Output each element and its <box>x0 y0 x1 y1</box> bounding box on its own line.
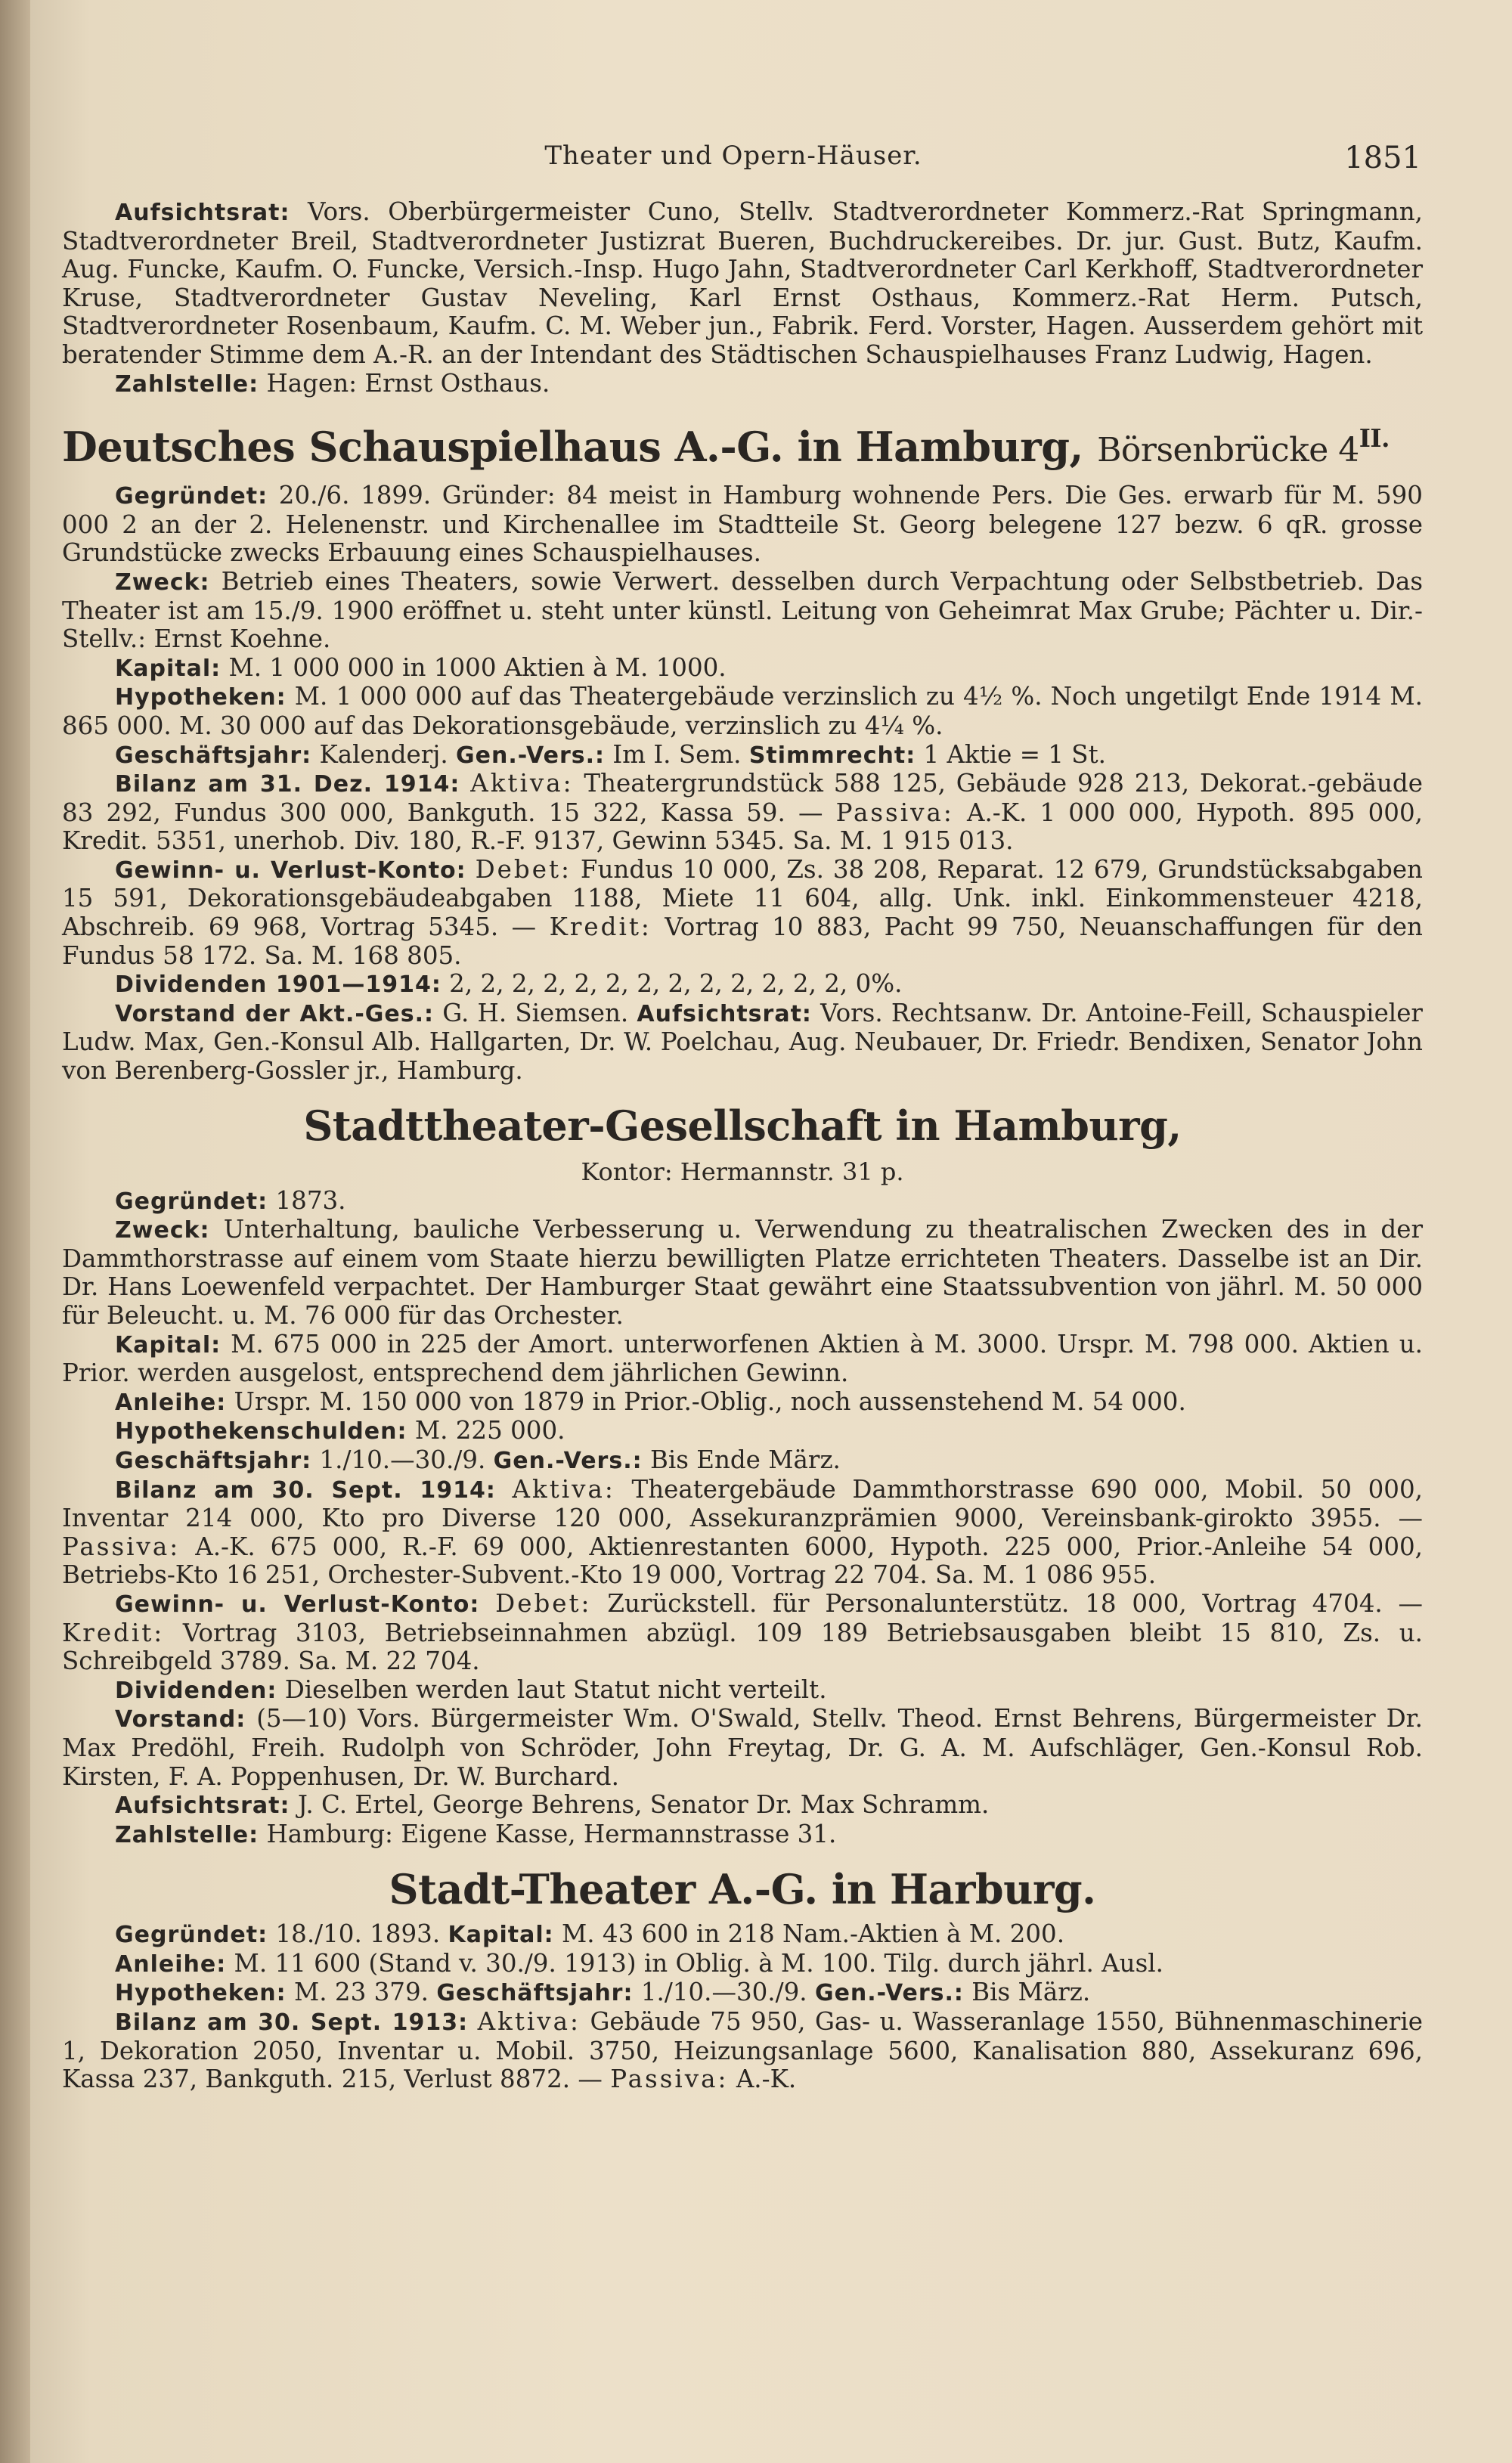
s1-zahlstelle <box>62 370 1423 399</box>
label: Kapital: <box>115 655 222 682</box>
label: Bilanz am 30. Sept. 1914: <box>115 1476 496 1504</box>
s4-heading: Stadt-Theater A.-G. in Harburg. <box>389 1865 1096 1914</box>
label: Hypotheken: <box>115 684 287 711</box>
s3-gegruendet <box>62 1187 1423 1216</box>
text: Zurückstell. für Personalunterstütz. 18 000, Vortrag 4704. — <box>607 1588 1424 1618</box>
debet-label: Debet: <box>495 1588 592 1618</box>
text: 1873. <box>275 1185 346 1215</box>
label: Geschäftsjahr: <box>436 1980 634 2007</box>
label: Gegründet: <box>115 1188 268 1215</box>
s3-heading: Stadttheater-Gesellschaft in Hamburg, <box>303 1101 1182 1150</box>
text: J. C. Ertel, George Behrens, Senator Dr. Max Schramm. <box>297 1790 990 1820</box>
label: Zahlstelle: <box>115 370 259 398</box>
s2-heading <box>62 412 1423 477</box>
label: Zweck: <box>115 1217 210 1244</box>
text: M. 675 000 in 225 der Amort. unterworfenen Aktien à M. 3000. Urspr. M. 798 000. Aktien u. Prior. werden ausgelost, entsprechend dem jährlichen Gewinn. <box>62 1329 1423 1388</box>
passiva-label: Passiva: <box>835 798 954 827</box>
label: Zweck: <box>115 569 210 596</box>
running-header <box>45 141 1421 178</box>
page-content <box>62 198 1423 2094</box>
label: Aufsichtsrat: <box>637 1000 812 1027</box>
text: M. 43 600 in 218 Nam.-Aktien à M. 200. <box>561 1919 1065 1949</box>
text: Hamburg: Eigene Kasse, Hermannstrasse 31. <box>266 1819 837 1848</box>
text: M. 225 000. <box>414 1416 565 1445</box>
text: Bis März. <box>971 1978 1091 2007</box>
label: Aufsichtsrat: <box>115 1792 290 1820</box>
label: Bilanz am 30. Sept. 1913: <box>115 2009 469 2037</box>
kredit-label: Kredit: <box>549 912 652 942</box>
text: Gebäude 75 950, Gas- u. Wasseranlage 1550, Bühnenmaschinerie 1, Dekoration 2050, Inventar u. Mobil. 3750, Heizungsanlage 5600, Kanalisation 880, Assekuranz 696, Kassa 237, Bankguth. 215, Verlust 8872. — <box>62 2007 1423 2094</box>
s3-bilanz <box>62 1476 1423 1590</box>
label: Gegründet: <box>115 483 268 510</box>
s4-gegruendet <box>62 1920 1423 1950</box>
text: A.-K. <box>736 2065 797 2094</box>
header-title: Theater und Opern-Häuser. <box>544 141 922 171</box>
text: Vortrag 10 883, Pacht 99 750, Neuanschaffungen für den Fundus 58 172. Sa. M. 168 805. <box>62 912 1423 970</box>
s3-kapital <box>62 1331 1423 1388</box>
s1-aufsichtsrat <box>62 198 1423 370</box>
text: 1./10.—30./9. <box>640 1978 807 2007</box>
text: M. 23 379. <box>293 1978 429 2007</box>
s3-aufsichtsrat <box>62 1791 1423 1820</box>
text: Vortrag 3103, Betriebseinnahmen abzügl. 109 189 Betriebsausgaben bleibt 15 810, Zs. u. Schreibgeld 3789. Sa. M. 22 704. <box>62 1618 1423 1676</box>
book-binding-edge <box>0 0 30 2463</box>
label: Gen.-Vers.: <box>456 742 605 769</box>
label: Geschäftsjahr: <box>115 742 312 769</box>
heading-sup: II. <box>1359 424 1390 454</box>
s2-hypotheken <box>62 683 1423 740</box>
text: Betrieb eines Theaters, sowie Verwert. desselben durch Verpachtung oder Selbstbetrieb. Das Theater ist am 15./9. 1900 eröffnet u. steht unter künstl. Leitung von Geheimrat Max Grube; Pächter u. Dir.-Stellv.: Ernst Koehne. <box>62 566 1423 654</box>
label: Gewinn- u. Verlust-Konto: <box>115 1591 480 1618</box>
text: Fundus 10 000, Zs. 38 208, Reparat. 12 679, Grundstücksabgaben 15 591, Dekorationsgebäudeabgaben 1188, Miete 11 604, allg. Unk. inkl. Einkommensteuer 4218, Abschreib. 69 968, Vortrag 5345. — <box>62 854 1423 942</box>
page-number: 1851 <box>1344 141 1421 175</box>
heading-title: Deutsches Schauspielhaus A.-G. in Hamburg, <box>62 423 1083 472</box>
text: Vors. Rechtsanw. Dr. Antoine-Feill, Schauspieler Ludw. Max, Gen.-Konsul Alb. Hallgarten, Dr. W. Poelchau, Aug. Neubauer, Dr. Friedr. Bendixen, Senator John von Berenberg-Gossler jr., Hamburg. <box>62 998 1423 1086</box>
kredit-label: Kredit: <box>62 1618 165 1647</box>
s3-zahlstelle <box>62 1820 1423 1850</box>
text: M. 1 000 000 in 1000 Aktien à M. 1000. <box>228 652 727 682</box>
s3-gewinn <box>62 1590 1423 1676</box>
s2-gewinn <box>62 856 1423 970</box>
text: G. H. Siemsen. <box>442 998 629 1027</box>
s3-anleihe <box>62 1388 1423 1417</box>
label: Hypothekenschulden: <box>115 1418 407 1445</box>
label: Kapital: <box>115 1331 222 1359</box>
text: 1./10.—30./9. <box>319 1445 486 1474</box>
s4-bilanz <box>62 2008 1423 2094</box>
text: Bis Ende März. <box>649 1445 841 1474</box>
text: M. 11 600 (Stand v. 30./9. 1913) in Oblig. à M. 100. Tilg. durch jährl. Ausl. <box>234 1948 1163 1978</box>
text: 20./6. 1899. Gründer: 84 meist in Hamburg wohnende Pers. Die Ges. erwarb für M. 590 000 2 an der 2. Helenenstr. und Kirchenallee im Stadtteile St. Georg belegene 127 bezw. 6 qR. grosse Grundstücke zwecks Erbauung eines Schauspielhauses. <box>62 481 1423 568</box>
s3-zweck <box>62 1216 1423 1330</box>
label: Geschäftsjahr: <box>115 1447 312 1474</box>
s2-gegruendet <box>62 482 1423 568</box>
label: Zahlstelle: <box>115 1821 259 1848</box>
text: Dieselben werden laut Statut nicht verteilt. <box>284 1675 827 1704</box>
label: Hypotheken: <box>115 1980 287 2007</box>
label: Dividenden: <box>115 1677 277 1704</box>
label: Gegründet: <box>115 1922 268 1949</box>
label: Gewinn- u. Verlust-Konto: <box>115 857 466 884</box>
text: Theatergebäude Dammthorstrasse 690 000, Mobil. 50 000, Inventar 214 000, Kto pro Diverse 120 000, Assekuranzprämien 9000, Vereinsbank-girokto 3955. — <box>62 1474 1423 1533</box>
s2-zweck <box>62 568 1423 654</box>
text: A.-K. 675 000, R.-F. 69 000, Aktienrestanten 6000, Hypoth. 225 000, Prior.-Anleihe 54 000, Betriebs-Kto 16 251, Orchester-Subvent.-Kto 19 000, Vortrag 22 704. Sa. M. 1 086 955. <box>62 1532 1423 1590</box>
text: Vors. Oberbürgermeister Cuno, Stellv. Stadtverordneter Kommerz.-Rat Springmann, Stadtverordneter Breil, Stadtverordneter Justizrat Bueren, Buchdruckereibes. Dr. jur. Gust. Butz, Kaufm. Aug. Funcke, Kaufm. O. Funcke, Versich.-Insp. Hugo Jahn, Stadtverordneter Carl Kerkhoff, Stadtverordneter Kruse, Stadtverordneter Gustav Neveling, Karl Ernst Osthaus, Kommerz.-Rat Herm. Putsch, Stadtverordneter Rosenbaum, Kaufm. C. M. Weber jun., Fabrik. Ferd. Vorster, Hagen. Ausserdem gehört mit beratender Stimme dem A.-R. an der Intendant des Städtischen Schauspielhauses Franz Ludwig, Hagen. <box>62 197 1423 369</box>
s2-geschaeftsjahr <box>62 741 1423 770</box>
aktiva-label: Aktiva: <box>470 769 574 798</box>
label: Bilanz am 31. Dez. 1914: <box>115 771 460 798</box>
label: Kapital: <box>448 1922 554 1949</box>
s2-bilanz <box>62 770 1423 856</box>
s3-geschaeftsjahr <box>62 1446 1423 1476</box>
label: Aufsichtsrat: <box>115 200 290 226</box>
text: Unterhaltung, bauliche Verbesserung u. Verwendung zu theatralischen Zwecken des in der Dammthorstrasse auf einem vom Staate hierzu bewilligten Platze errichteten Theaters. Dasselbe ist an Dir. Dr. Hans Loewenfeld verpachtet. Der Hamburger Staat gewährt eine Staatssubvention von jährl. M. 50 000 für Beleucht. u. M. 76 000 für das Orchester. <box>62 1215 1423 1330</box>
passiva-label: Passiva: <box>610 2065 729 2094</box>
s2-dividenden <box>62 970 1423 999</box>
s2-kapital <box>62 654 1423 683</box>
text: Urspr. M. 150 000 von 1879 in Prior.-Oblig., noch aussenstehend M. 54 000. <box>234 1386 1186 1416</box>
s3-kontor: Kontor: Hermannstr. 31 p. <box>581 1157 904 1186</box>
debet-label: Debet: <box>475 854 572 884</box>
text: Kalenderj. <box>319 739 448 769</box>
heading-address: Börsenbrücke 4 <box>1097 431 1359 470</box>
label: Anleihe: <box>115 1950 227 1978</box>
s4-hypotheken <box>62 1978 1423 2008</box>
text: Theatergrundstück 588 125, Gebäude 928 213, Dekorat.-gebäude 83 292, Fundus 300 000, Bankguth. 15 322, Kassa 59. — <box>62 769 1423 827</box>
text: A.-K. 1 000 000, Hypoth. 895 000, Kredit. 5351, unerhob. Div. 180, R.-F. 9137, Gewinn 5345. Sa. M. 1 915 013. <box>62 798 1423 856</box>
text: Im I. Sem. <box>612 739 742 769</box>
text: 2, 2, 2, 2, 2, 2, 2, 2, 2, 2, 2, 2, 2, 0%. <box>449 969 903 999</box>
text: 1 Aktie = 1 St. <box>923 739 1106 769</box>
s3-hypothekenschulden <box>62 1417 1423 1446</box>
aktiva-label: Aktiva: <box>512 1474 615 1504</box>
text: (5—10) Vors. Bürgermeister Wm. O'Swald, Stellv. Theod. Ernst Behrens, Bürgermeister Dr. Max Predöhl, Freih. Rudolph von Schröder, John Freytag, Dr. G. A. M. Aufschläger, Gen.-Konsul Rob. Kirsten, F. A. Poppenhusen, Dr. W. Burchard. <box>62 1704 1423 1791</box>
label: Stimmrecht: <box>748 742 916 769</box>
label: Gen.-Vers.: <box>493 1447 643 1474</box>
label: Vorstand der Akt.-Ges.: <box>115 1000 435 1027</box>
s3-dividenden <box>62 1676 1423 1706</box>
s3-vorstand <box>62 1705 1423 1791</box>
label: Vorstand: <box>115 1706 246 1733</box>
passiva-label: Passiva: <box>62 1532 181 1561</box>
text: M. 1 000 000 auf das Theatergebäude verzinslich zu 4½ %. Noch ungetilgt Ende 1914 M. 865 000. M. 30 000 auf das Dekorationsgebäude, verzinslich zu 4¼ %. <box>62 682 1423 740</box>
label: Dividenden 1901—1914: <box>115 971 442 999</box>
s4-anleihe <box>62 1950 1423 1979</box>
s2-vorstand <box>62 999 1423 1086</box>
aktiva-label: Aktiva: <box>477 2007 581 2037</box>
text: Hagen: Ernst Osthaus. <box>266 368 550 398</box>
label: Gen.-Vers.: <box>814 1980 964 2007</box>
text: 18./10. 1893. <box>275 1919 441 1949</box>
label: Anleihe: <box>115 1389 227 1416</box>
